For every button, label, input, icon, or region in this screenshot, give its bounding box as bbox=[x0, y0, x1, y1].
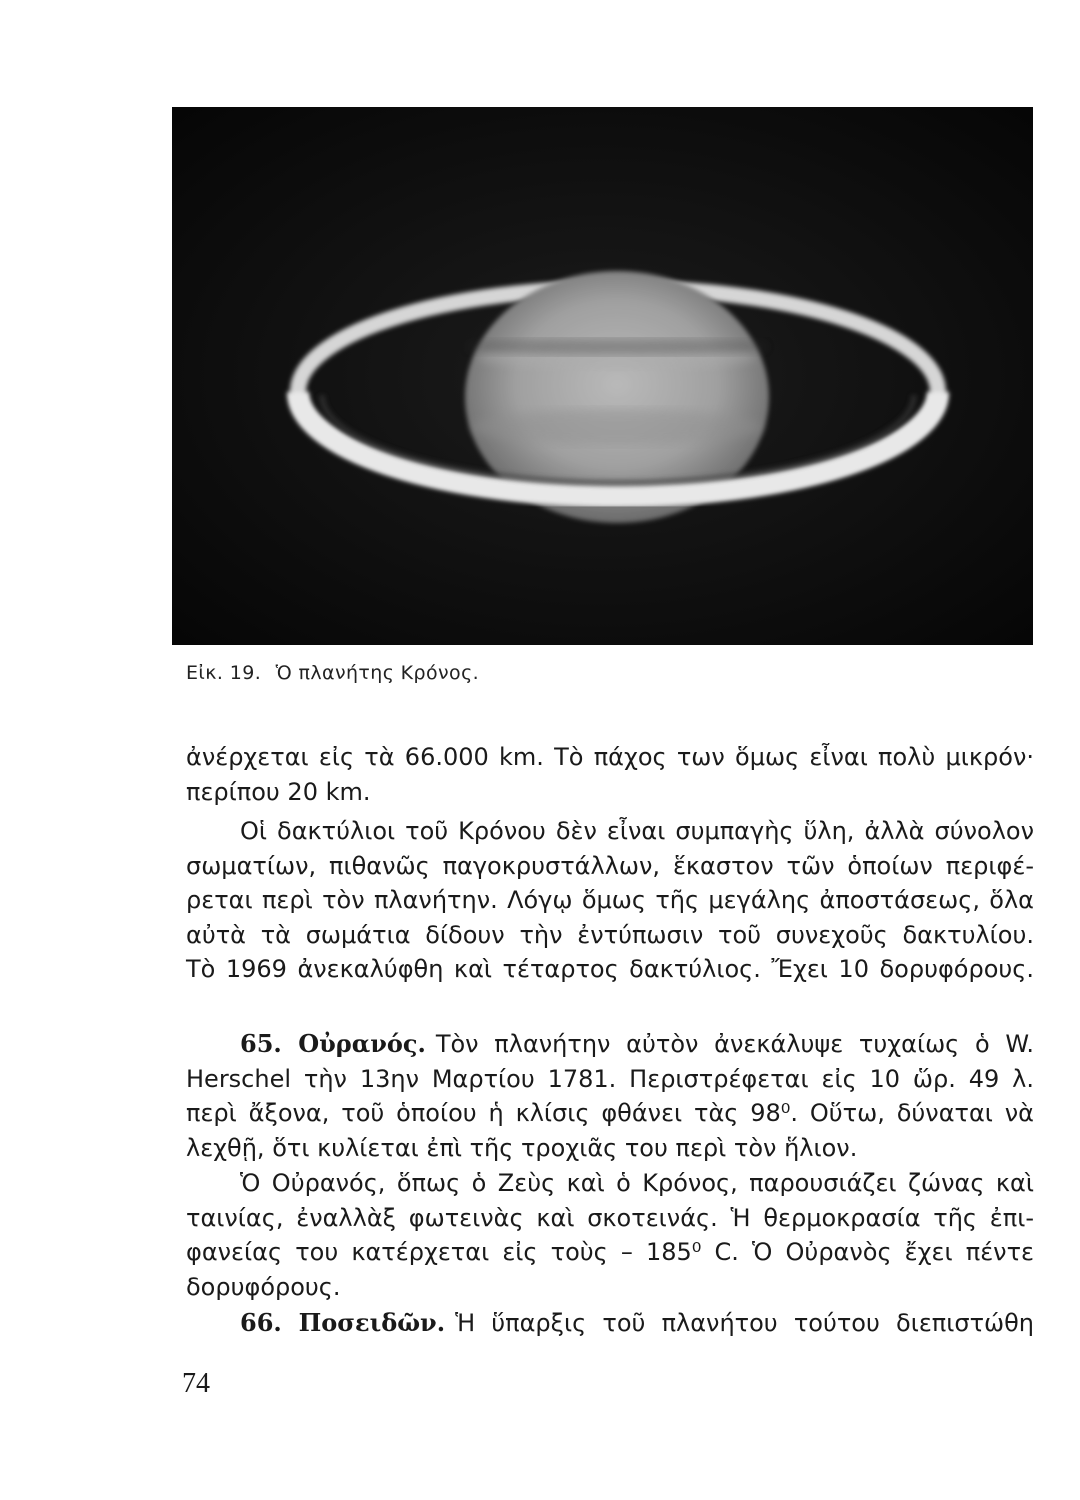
text-line: Οἱ δακτύλιοι τοῦ Κρόνου δὲν εἶναι συμπαγὴς ὕλη, ἀλλὰ σύνολον bbox=[240, 817, 1034, 845]
caption-text: Ὁ πλανήτης Κρόνος. bbox=[275, 662, 480, 684]
text-line: ρεται περὶ τὸν πλανήτην. Λόγῳ ὅμως τῆς μεγάλης ἀποστάσεως, ὅλα bbox=[186, 886, 1034, 914]
saturn-figure bbox=[172, 107, 1033, 645]
text-line: Herschel τὴν 13ην Μαρτίου 1781. Περιστρέφεται εἰς 10 ὥρ. 49 λ. bbox=[186, 1064, 1034, 1093]
text-line: λεχθῇ, ὅτι κυλίεται ἐπὶ τῆς τροχιᾶς του περὶ τὸν ἥλιον. bbox=[186, 1133, 858, 1162]
paragraph-continuation bbox=[186, 740, 1034, 809]
text-line: φανείας του κατέρχεται εἰς τοὺς – 185⁰ C. Ὁ Οὐρανὸς ἔχει πέντε bbox=[186, 1238, 1034, 1266]
text-line: Τὸ 1969 ἀνεκαλύφθη καὶ τέταρτος δακτύλιος. Ἔχει 10 δορυφόρους. bbox=[186, 955, 1034, 983]
text-line: σωματίων, πιθανῶς παγοκρυστάλλων, ἕκαστον τῶν ὁποίων περιφέ- bbox=[186, 851, 1034, 880]
caption-label: Εἰκ. 19. bbox=[186, 662, 262, 684]
text-line bbox=[186, 1306, 1034, 1341]
text-line: Ὁ Οὐρανός, ὅπως ὁ Ζεὺς καὶ ὁ Κρόνος, παρουσιάζει ζώνας καὶ bbox=[240, 1169, 1034, 1197]
figure-caption bbox=[186, 662, 487, 684]
section-neptune bbox=[186, 1306, 1034, 1341]
text-line bbox=[186, 1027, 1034, 1062]
saturn-photo bbox=[172, 107, 1033, 645]
page-number: 74 bbox=[182, 1368, 210, 1399]
paragraph-rings bbox=[186, 814, 1034, 987]
section-heading: 65. Οὐρανός. bbox=[240, 1029, 426, 1058]
text-line: ταινίας, ἐναλλὰξ φωτεινὰς καὶ σκοτεινάς. Ἡ θερμοκρασία τῆς ἐπι- bbox=[186, 1203, 1034, 1232]
text-line: περίπου 20 km. bbox=[186, 777, 371, 806]
section-heading: 66. Ποσειδῶν. bbox=[240, 1308, 446, 1337]
paragraph-uranus-bands bbox=[186, 1166, 1034, 1304]
text-line: δορυφόρους. bbox=[186, 1272, 341, 1301]
text-line: ἀνέρχεται εἰς τὰ 66.000 km. Τὸ πάχος των ὅμως εἶναι πολὺ μικρόν· bbox=[186, 743, 1034, 771]
section-uranus bbox=[186, 1027, 1034, 1165]
text-line: περὶ ἄξονα, τοῦ ὁποίου ἡ κλίσις φθάνει τὰς 98⁰. Οὕτω, δύναται νὰ bbox=[186, 1099, 1034, 1127]
section-first-line: Τὸν πλανήτην αὐτὸν ἀνεκάλυψε τυχαίως ὁ W. bbox=[435, 1030, 1034, 1058]
section-first-line: Ἡ ὕπαρξις τοῦ πλανήτου τούτου διεπιστώθη bbox=[455, 1309, 1035, 1337]
text-line: αὐτὰ τὰ σωμάτια δίδουν τὴν ἐντύπωσιν τοῦ συνεχοῦς δακτυλίου. bbox=[186, 920, 1034, 949]
